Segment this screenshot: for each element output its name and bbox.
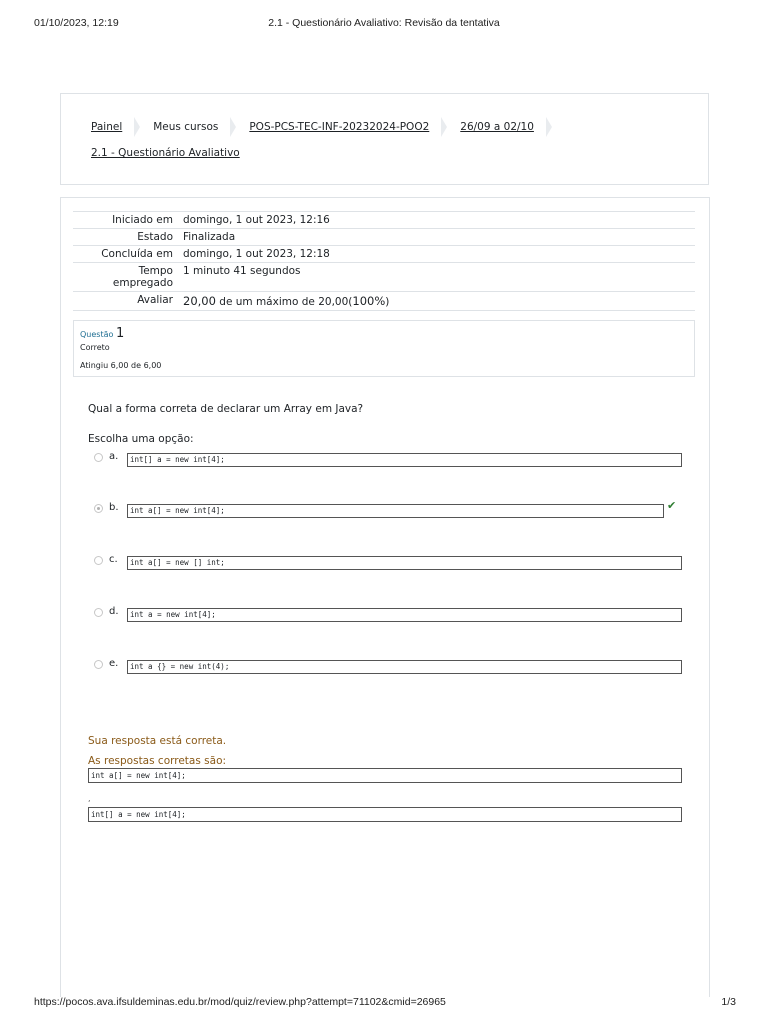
summary-label: Avaliar: [137, 294, 173, 306]
attempt-summary-table: [73, 211, 695, 311]
summary-label: Estado: [137, 231, 173, 243]
print-page-number: 1/3: [721, 996, 736, 1008]
summary-row-completed: [73, 245, 695, 262]
option-code: int a[] = new [] int;: [127, 556, 682, 570]
option-code: int a[] = new int[4];: [127, 504, 664, 518]
summary-label: Concluída em: [101, 248, 173, 260]
summary-value: [183, 294, 695, 308]
question-number-value: 1: [115, 326, 125, 341]
question-number: [80, 326, 124, 341]
option-code: int[] a = new int[4];: [127, 453, 682, 467]
grade-score: 20,00: [183, 294, 216, 308]
correct-answer-1: int a[] = new int[4];: [88, 768, 682, 783]
breadcrumb-separator: [441, 117, 447, 137]
correct-answer-2: int[] a = new int[4];: [88, 807, 682, 822]
radio-button[interactable]: [94, 660, 103, 669]
breadcrumb-separator: [230, 117, 236, 137]
option-letter: d.: [109, 606, 119, 617]
print-url: https://pocos.ava.ifsuldeminas.edu.br/mod/quiz/review.php?attempt=71102&cmid=26965: [34, 996, 446, 1008]
option-letter: a.: [109, 451, 119, 462]
option-letter: b.: [109, 502, 119, 513]
summary-row-time-taken: [73, 262, 695, 291]
summary-value: 1 minuto 41 segundos: [183, 265, 301, 277]
radio-button[interactable]: [94, 608, 103, 617]
radio-button[interactable]: [94, 453, 103, 462]
option-letter: e.: [109, 658, 119, 669]
option-code: int a {} = new int(4);: [127, 660, 682, 674]
breadcrumb-meus-cursos: Meus cursos: [153, 121, 219, 133]
print-title: 2.1 - Questionário Avaliativo: Revisão da tentativa: [268, 17, 500, 29]
radio-button[interactable]: [94, 556, 103, 565]
option-letter: c.: [109, 554, 118, 565]
summary-label-line: empregado: [112, 277, 173, 289]
grade-max: de um máximo de 20,00(: [215, 296, 353, 308]
breadcrumb-card: [60, 93, 709, 185]
print-datetime: 01/10/2023, 12:19: [34, 17, 119, 29]
summary-value: domingo, 1 out 2023, 12:18: [183, 248, 330, 260]
question-prompt: Escolha uma opção:: [88, 433, 194, 445]
summary-label: Iniciado em: [112, 214, 173, 226]
answer-separator: ,: [88, 794, 91, 803]
question-info-box: [73, 320, 695, 377]
breadcrumb-painel[interactable]: Painel: [91, 121, 123, 133]
question-label: Questão: [80, 330, 116, 339]
question-text: Qual a forma correta de declarar um Array em Java?: [88, 403, 364, 415]
summary-label: [73, 265, 183, 289]
summary-value: Finalizada: [183, 231, 236, 243]
feedback-message: Sua resposta está correta.: [88, 735, 227, 747]
breadcrumb-separator: [546, 117, 552, 137]
grade-percent: 100%: [352, 294, 386, 308]
summary-value: domingo, 1 out 2023, 12:16: [183, 214, 330, 226]
option-code: int a = new int[4];: [127, 608, 682, 622]
breadcrumb-quiz[interactable]: 2.1 - Questionário Avaliativo: [91, 147, 240, 159]
review-card: [60, 197, 710, 997]
summary-label-line: Tempo: [138, 265, 173, 277]
question-state: Correto: [80, 343, 110, 352]
summary-row-grade: [73, 291, 695, 311]
radio-button-selected[interactable]: [94, 504, 103, 513]
summary-row-started: [73, 211, 695, 228]
breadcrumb-week[interactable]: 26/09 a 02/10: [460, 121, 534, 133]
summary-row-state: [73, 228, 695, 245]
correct-answers-label: As respostas corretas são:: [88, 755, 227, 767]
breadcrumb-course[interactable]: POS-PCS-TEC-INF-20232024-POO2: [249, 121, 430, 133]
breadcrumb-separator: [134, 117, 140, 137]
grade-close: ): [385, 296, 390, 308]
check-icon: ✔: [667, 499, 677, 512]
breadcrumb: [91, 119, 565, 159]
question-grade: Atingiu 6,00 de 6,00: [80, 361, 162, 370]
